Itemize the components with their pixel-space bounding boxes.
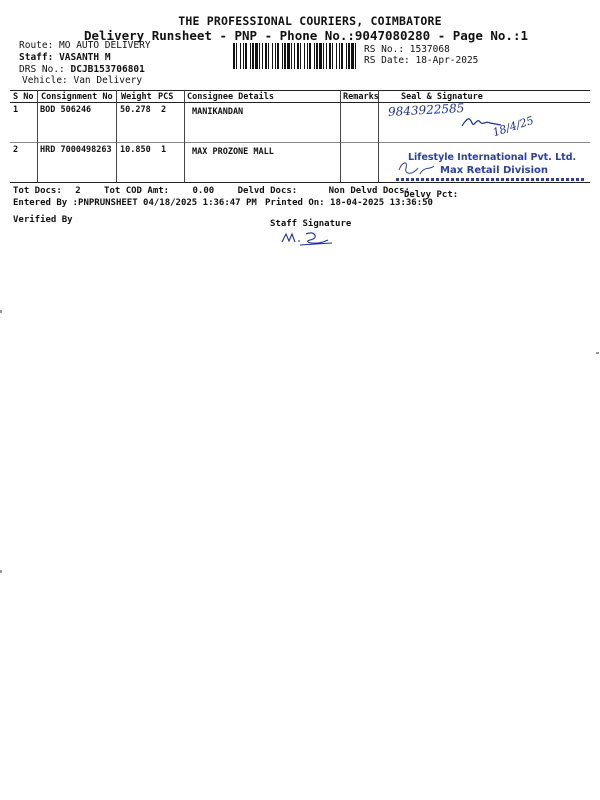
scan-mark bbox=[0, 310, 2, 313]
row2-stamp-address-smudge bbox=[396, 178, 586, 181]
rs-date: RS Date: 18-Apr-2025 bbox=[364, 55, 479, 66]
entered-by: Entered By :PNPRUNSHEET 04/18/2025 1:36:47 PM bbox=[13, 198, 257, 208]
col-remarks: Remarks bbox=[343, 92, 379, 102]
row2-stamp-division: Max Retail Division bbox=[440, 165, 549, 176]
vehicle-text: Vehicle: Van Delivery bbox=[22, 75, 143, 86]
barcode-image bbox=[233, 43, 357, 69]
col-pcs: PCS bbox=[158, 92, 174, 102]
runsheet-table bbox=[10, 90, 590, 182]
row2-weight: 10.850 bbox=[120, 145, 151, 155]
delvd-docs-label: Delvd Docs: bbox=[237, 186, 298, 196]
cod-label: Tot COD Amt: bbox=[104, 186, 170, 196]
non-delvd-docs-label: Non Delvd Docs: bbox=[328, 186, 410, 196]
totals-row bbox=[13, 186, 410, 196]
col-seal-signature: Seal & Signature bbox=[401, 92, 483, 102]
row1-sno: 1 bbox=[13, 105, 19, 115]
drs-number: DCJB153706801 bbox=[70, 64, 145, 75]
staff-name: VASANTH M bbox=[59, 52, 111, 63]
tot-docs-label: Tot Docs: bbox=[13, 186, 62, 196]
route-text: Route: MO AUTO DELIVERY bbox=[19, 40, 151, 51]
row2-stamp-company: Lifestyle International Pvt. Ltd. bbox=[408, 152, 577, 163]
row2-sno: 2 bbox=[13, 145, 19, 155]
col-consignment: Consignment No bbox=[41, 92, 113, 102]
row1-weight: 50.278 bbox=[120, 105, 151, 115]
cod-value: 0.00 bbox=[192, 186, 215, 196]
delvy-pct-label: Delvy Pct: bbox=[404, 190, 459, 200]
row2-pcs: 1 bbox=[161, 145, 167, 155]
col-weight: Weight bbox=[121, 92, 152, 102]
row1-consignee: MANIKANDAN bbox=[192, 107, 244, 117]
col-consignee: Consignee Details bbox=[187, 92, 274, 102]
scan-mark bbox=[596, 352, 599, 354]
verified-by-label: Verified By bbox=[13, 215, 73, 225]
staff-label: Staff: bbox=[19, 52, 54, 63]
staff-signature-label: Staff Signature bbox=[270, 219, 352, 229]
runsheet-title: Delivery Runsheet - PNP - Phone No.:9047080280 - Page No.:1 bbox=[83, 28, 528, 43]
row2-consignment: HRD 7000498263 bbox=[40, 145, 112, 155]
printed-on: Printed On: 18-04-2025 13:36:50 bbox=[265, 198, 433, 208]
row2-stamp-scribble bbox=[396, 156, 436, 180]
scan-mark bbox=[0, 570, 2, 573]
drs-row bbox=[19, 64, 145, 75]
row1-signature-date: 18/4/25 bbox=[491, 113, 536, 140]
company-title: THE PROFESSIONAL COURIERS, COIMBATORE bbox=[178, 14, 442, 28]
staff-row bbox=[19, 52, 111, 63]
rs-number: RS No.: 1537068 bbox=[364, 44, 450, 55]
row1-handwritten-phone: 9843922585 bbox=[387, 101, 465, 119]
drs-label: DRS No.: bbox=[19, 64, 65, 75]
staff-signature-scribble bbox=[280, 228, 336, 248]
tot-docs-value: 2 bbox=[75, 186, 81, 196]
row1-pcs: 2 bbox=[161, 105, 167, 115]
row1-consignment: BOD 506246 bbox=[40, 105, 92, 115]
row2-consignee: MAX PROZONE MALL bbox=[192, 147, 274, 157]
col-sno: S No bbox=[13, 92, 34, 102]
